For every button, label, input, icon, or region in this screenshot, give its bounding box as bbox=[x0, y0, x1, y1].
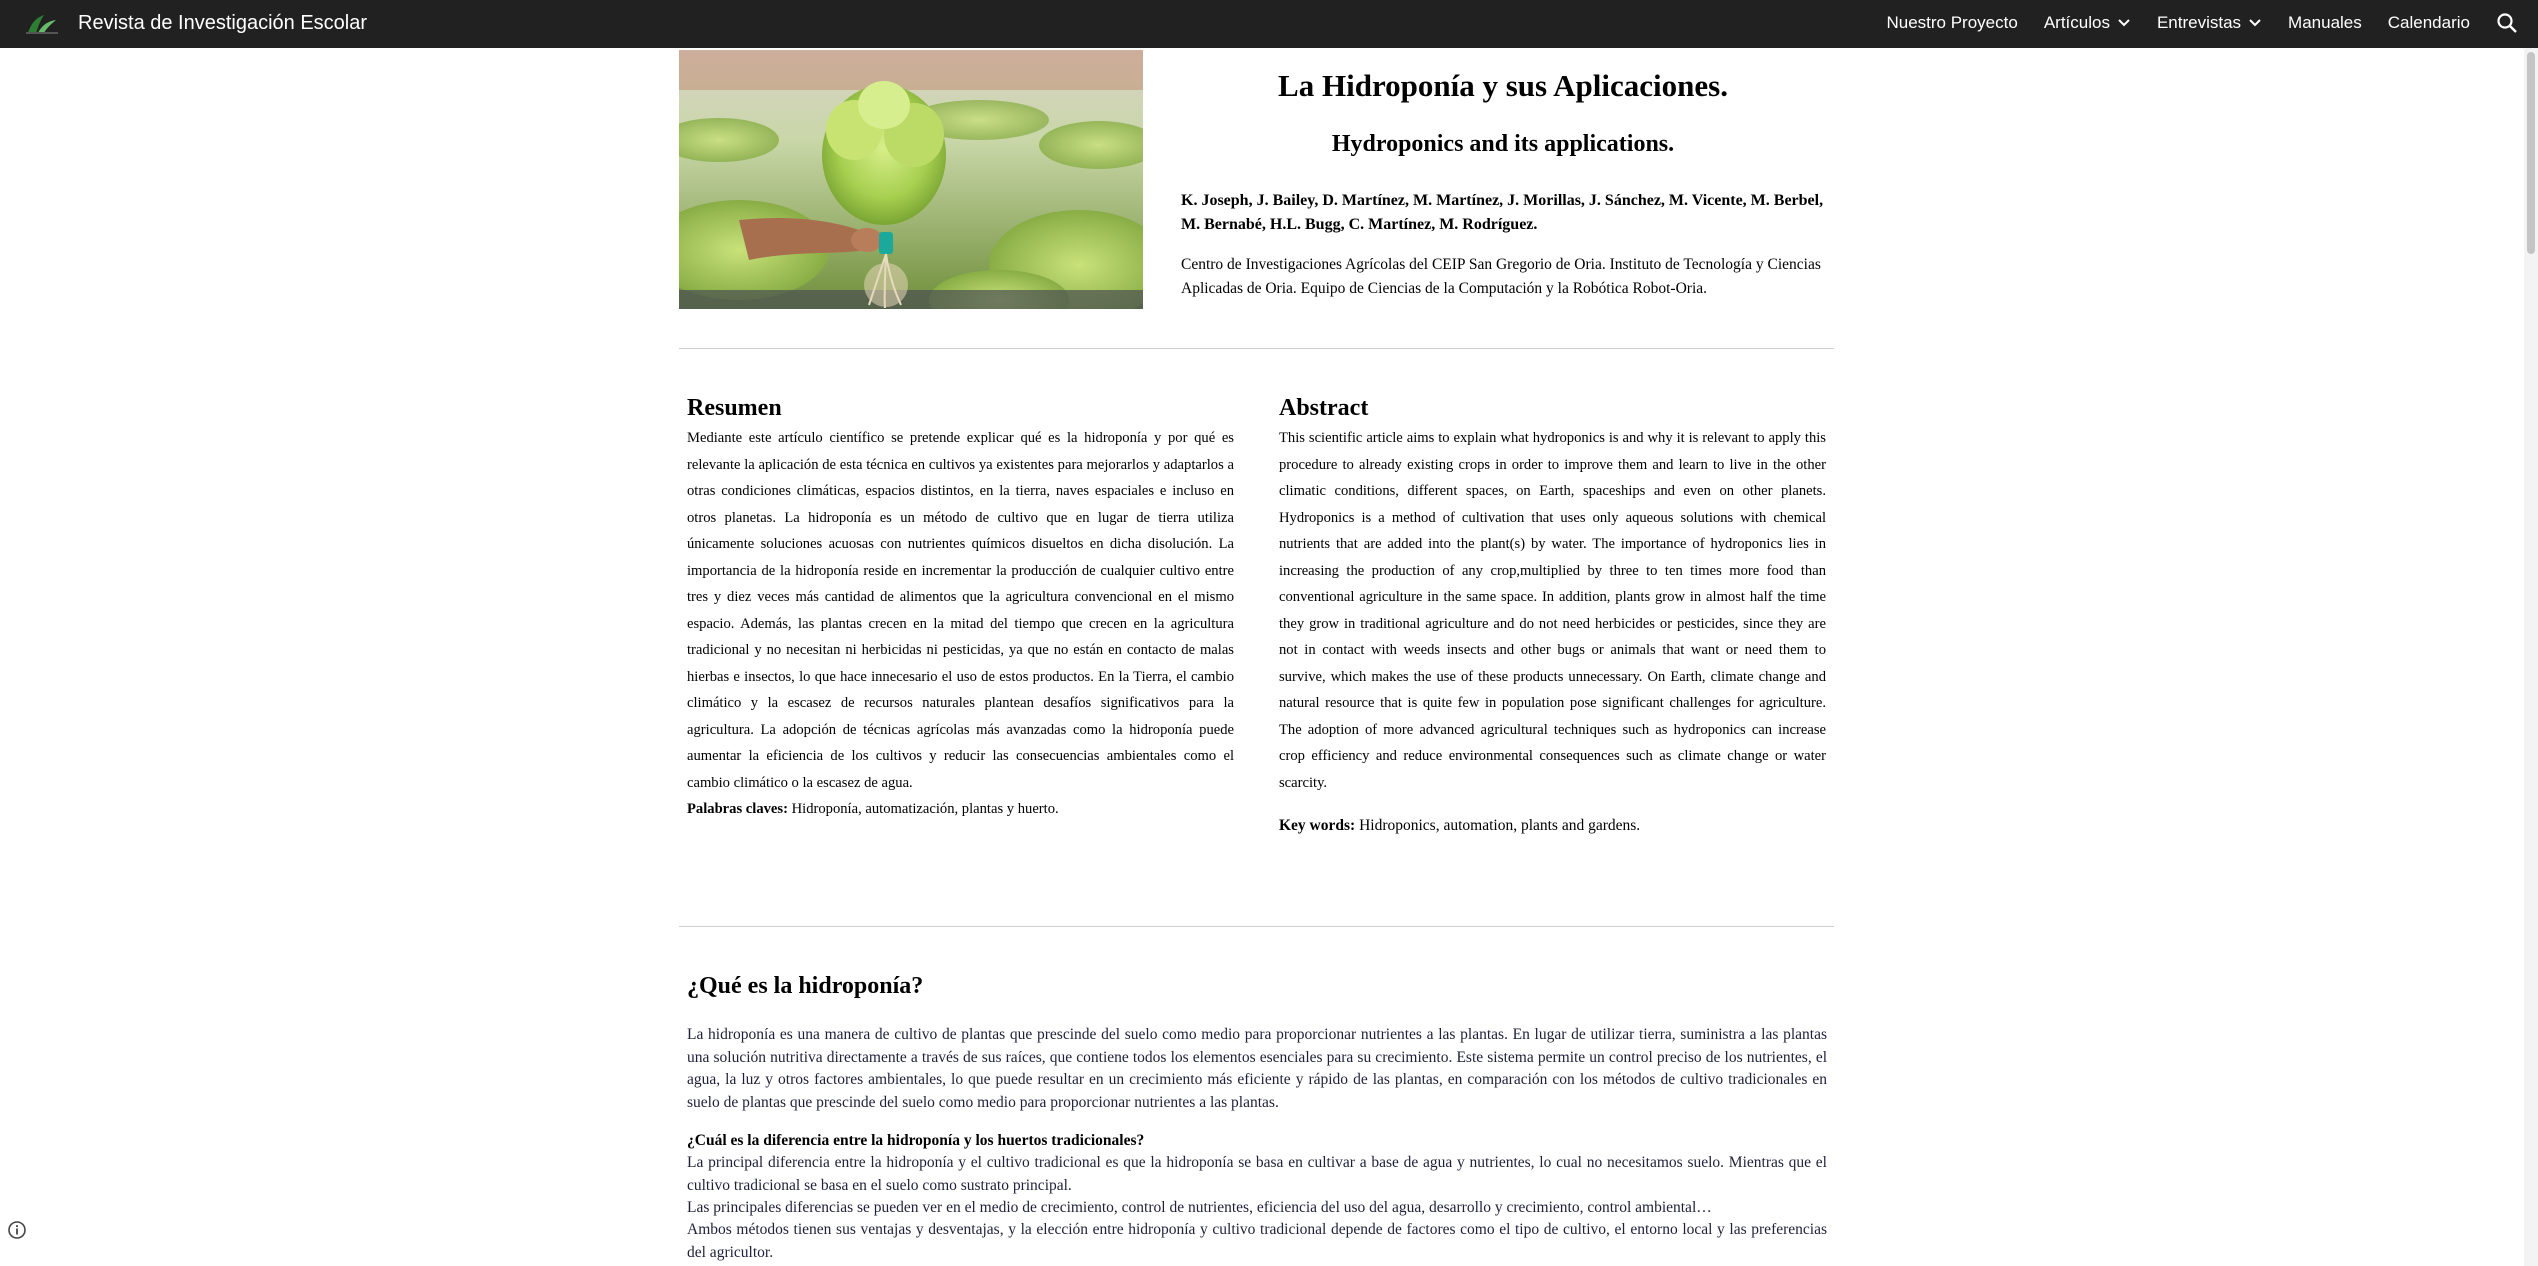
site-title[interactable]: Revista de Investigación Escolar bbox=[78, 12, 368, 34]
top-navigation-bar bbox=[0, 0, 2538, 48]
section-paragraph-1: La principal diferencia entre la hidroponía y el cultivo tradicional es que la hidroponía se basa en cultivar a base de agua y nutrientes, lo cual no necesitamos suelo. Mientras que el cultivo tradicional se basa en el suelo como sustrato principal. bbox=[687, 1154, 1827, 1194]
divider bbox=[679, 348, 1834, 349]
nav-item-label: Calendario bbox=[2387, 13, 2470, 32]
info-icon[interactable] bbox=[7, 1220, 27, 1240]
article-authors: K. Joseph, J. Bailey, D. Martínez, M. Martínez, J. Morillas, J. Sánchez, M. Vicente, M. Berbel, M. Bernabé, H.L. Bugg, C. Martínez, M. Rodríguez. bbox=[1181, 192, 1824, 233]
section-intro: La hidroponía es una manera de cultivo de plantas que prescinde del suelo como medio para proporcionar nutrientes a las plantas. En lugar de utilizar tierra, suministra a las plantas una solución nutritiva directamente a través de sus raíces, que contiene todos los elementos esenciales para su crecimiento. Este sistema permite un control preciso de los nutrientes, el agua, la luz y otros factores ambientales, lo que puede resultar en un crecimiento más eficiente y rápido de las plantas, en comparación con los métodos de cultivo tradicionales en suelo de plantas que prescinde del suelo como medio para proporcionar nutrientes a las plantas. bbox=[687, 1026, 1827, 1111]
nav-item-label: Entrevistas bbox=[2156, 13, 2242, 32]
nav-item-label: Manuales bbox=[2288, 13, 2362, 32]
resumen-body: Mediante este artículo científico se pretende explicar qué es la hidroponía y por qué es relevante la aplicación de esta técnica en cultivos ya existentes para mejorarlos y adaptarlos a otras condiciones climáticas, espacios distintos, en la tierra, naves espaciales e incluso en otros planetas. La hidroponía es un método de cultivo que en lugar de tierra utiliza únicamente soluciones acuosas con nutrientes químicos disueltos en dicha disolución. La importancia de la hidroponía reside en incrementar la producción de cualquier cultivo entre tres y diez veces más cantidad de alimentos que la agricultura convencional en el mismo espacio. Además, las plantas crecen en la mitad del tiempo que crecen en la agricultura tradicional y no necesitan ni herbicidas ni pesticidas, ya que no están en contacto de malas hierbas e insectos, lo que hace innecesario el uso de estos productos. En la Tierra, el cambio climático y la escasez de recursos naturales plantean desafíos significativos para la agricultura. La adopción de técnicas agrícolas más avanzadas como la hidroponía puede aumentar la eficiencia de los cultivos y reducir las consecuencias ambientales como el cambio climático o la escasez de agua. bbox=[687, 430, 1234, 791]
article-title-en: Hydroponics and its applications. bbox=[1331, 131, 1675, 157]
abstract-keywords-line bbox=[1279, 814, 1640, 838]
nav-item-manuales[interactable] bbox=[2288, 13, 2362, 33]
section-paragraph-3: Ambos métodos tienen sus ventajas y desventajas, y la elección entre hidroponía y cultivo tradicional depende de factores como el tipo de cultivo, el entorno local y las preferencias del agricultor. bbox=[687, 1221, 1827, 1261]
resumen-keywords-label: Palabras claves: bbox=[687, 801, 788, 817]
resumen-keywords: Hidroponía, automatización, plantas y huerto. bbox=[791, 801, 1059, 817]
section-title: ¿Qué es la hidroponía? bbox=[687, 973, 924, 999]
chevron-down-icon[interactable] bbox=[2117, 18, 2131, 28]
article-title-es: La Hidroponía y sus Aplicaciones. bbox=[1278, 68, 1728, 103]
main-nav bbox=[1886, 0, 2538, 46]
nav-item-calendario[interactable] bbox=[2388, 13, 2470, 33]
resumen-text bbox=[687, 425, 1234, 823]
abstract-heading: Abstract bbox=[1279, 395, 1369, 421]
nav-item-entrevistas[interactable] bbox=[2157, 13, 2262, 33]
article-affiliation: Centro de Investigaciones Agrícolas del CEIP San Gregorio de Oria. Instituto de Tecnología y Ciencias Aplicadas de Oria. Equipo de Ciencias de la Computación y la Robótica Robot-Oria. bbox=[1181, 256, 1821, 297]
site-logo-icon[interactable] bbox=[22, 11, 62, 37]
abstract-keywords-label: Key words: bbox=[1279, 817, 1356, 834]
scrollbar-thumb[interactable] bbox=[2527, 52, 2535, 254]
nav-item-articulos[interactable] bbox=[2044, 13, 2131, 33]
section-subheading: ¿Cuál es la diferencia entre la hidroponía y los huertos tradicionales? bbox=[687, 1132, 1145, 1149]
nav-item-label: Nuestro Proyecto bbox=[1886, 13, 2018, 32]
section-paragraph-2: Las principales diferencias se pueden ver en el medio de crecimiento, control de nutrientes, eficiencia del uso del agua, desarrollo y crecimiento, control ambiental… bbox=[687, 1199, 1712, 1216]
nav-item-nuestro-proyecto[interactable] bbox=[1886, 13, 2017, 33]
abstract-keywords: Hidroponics, automation, plants and gardens. bbox=[1359, 817, 1641, 834]
divider bbox=[679, 926, 1834, 927]
abstract-text: This scientific article aims to explain what hydroponics is and why it is relevant to apply this procedure to already existing crops in order to improve them and learn to live in the other climatic conditions, different spaces, on Earth, spaceships and even on other planets. Hydroponics is a method of cultivation that uses only aqueous solutions with chemical nutrients that are added into the plant(s) by water. The importance of hydroponics lies in increasing the production of any crop,multiplied by three to ten times more food than conventional agriculture in the same space. In addition, plants grow in almost half the time they grow in traditional agriculture and do not need herbicides or pesticides, since they are not in contact with weeds insects and other bugs or animals that want or need them to survive, which makes the use of these products unnecessary. On Earth, climate change and natural resource that is quite few in population pose significant challenges for agriculture. The adoption of more advanced agricultural techniques such as hydroponics can increase crop efficiency and reduce environmental consequences such as climate change or water scarcity. bbox=[1279, 430, 1826, 791]
nav-item-label: Artículos bbox=[2043, 13, 2110, 32]
resumen-heading: Resumen bbox=[687, 395, 782, 421]
chevron-down-icon[interactable] bbox=[2248, 18, 2262, 28]
hydroponic-lettuce-photo bbox=[679, 50, 1143, 309]
search-icon[interactable] bbox=[2496, 12, 2518, 34]
